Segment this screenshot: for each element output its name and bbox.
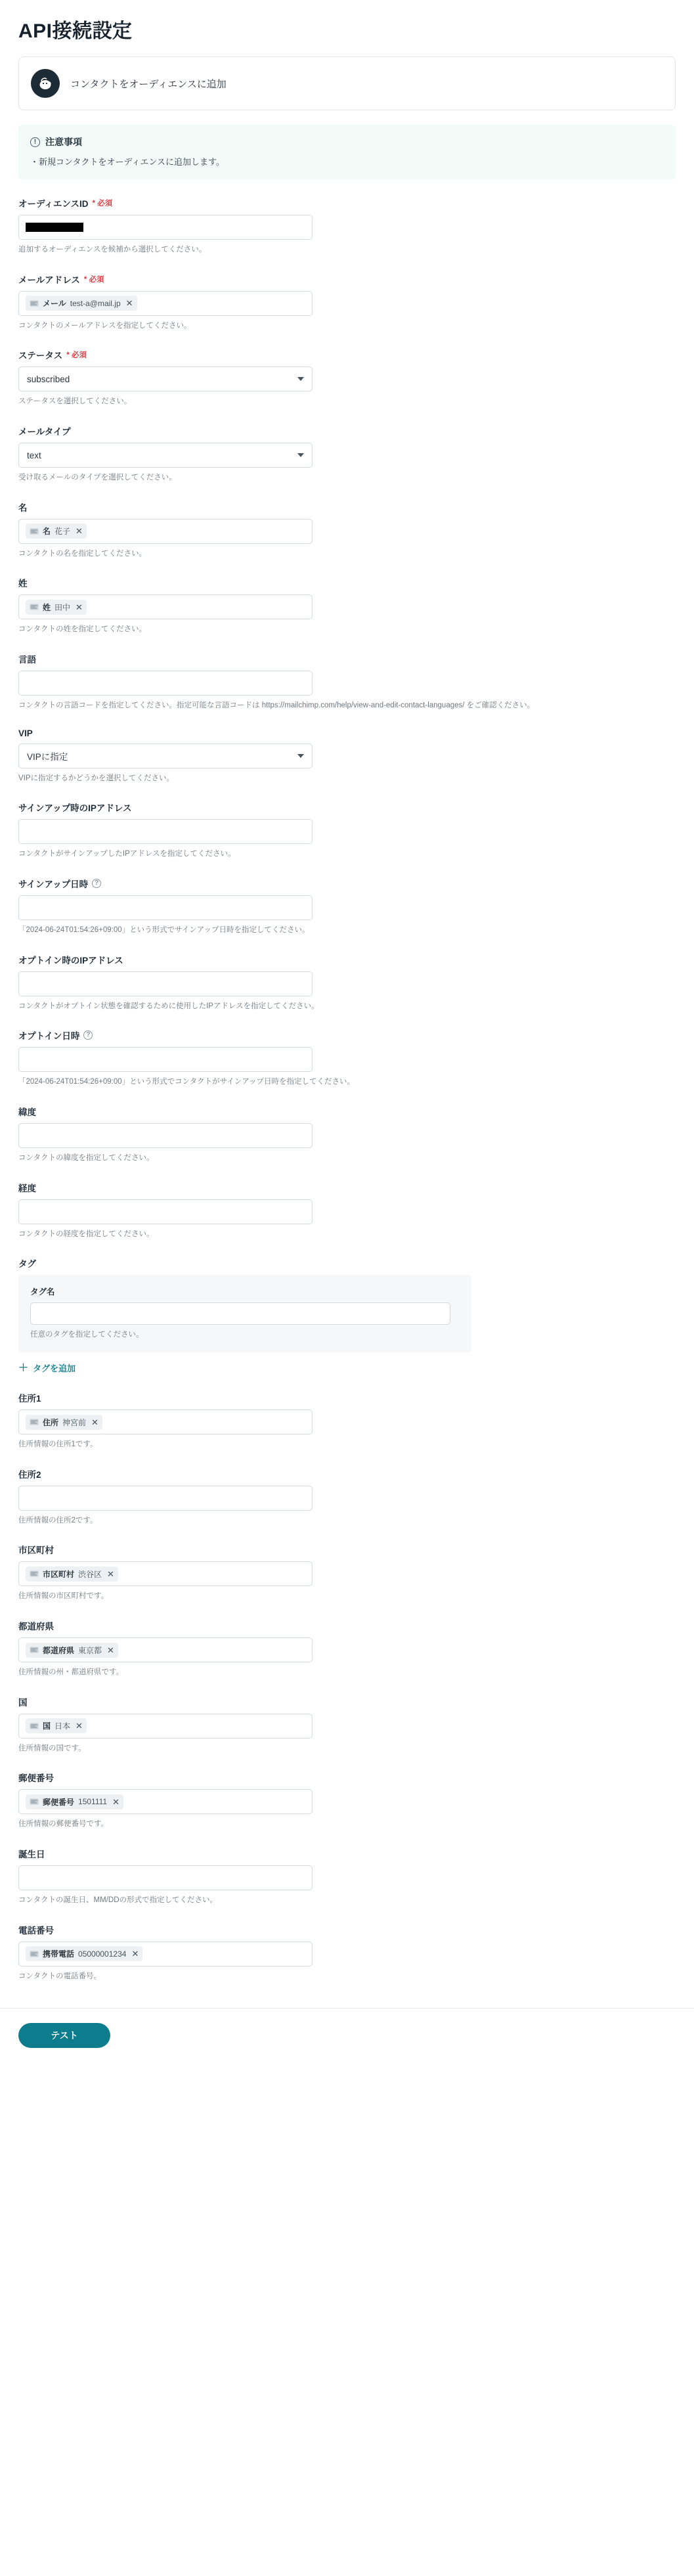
page-title: API接続設定 (18, 20, 133, 42)
desc-longitude: コンタクトの経度を指定してください。 (18, 1230, 154, 1238)
variable-token[interactable]: 名 花子 ✕ (26, 523, 87, 539)
city-input[interactable] (18, 1561, 313, 1586)
desc-language: コンタクトの言語コードを指定してください。指定可能な言語コードは https://mailchimp.com/help/view-and-edit-contact-languages/ をご確認ください。 (18, 701, 535, 710)
required-marker: * 必須 (83, 275, 104, 284)
desc-first-name: コンタクトの名を指定してください。 (18, 549, 147, 558)
field-latitude (18, 1105, 676, 1164)
email-type-select-value: text (27, 450, 41, 460)
variable-token[interactable]: 姓 田中 ✕ (26, 600, 87, 615)
field-vip (18, 728, 676, 784)
language-input[interactable] (18, 671, 313, 696)
label-status: ステータス * 必須 (18, 351, 87, 361)
field-audience-id (18, 196, 676, 255)
field-country (18, 1695, 676, 1754)
test-button[interactable]: テスト (18, 2023, 110, 2048)
field-first-name (18, 500, 676, 560)
desc-address2: 住所情報の住所2です。 (18, 1516, 98, 1524)
label-address2: 住所2 (18, 1469, 41, 1480)
longitude-input[interactable] (18, 1199, 313, 1224)
address2-input[interactable] (18, 1486, 313, 1511)
postal-code-input[interactable] (18, 1789, 313, 1814)
field-address1 (18, 1391, 676, 1450)
add-tag-label: タグを追加 (33, 1364, 76, 1374)
action-card-label: コンタクトをオーディエンスに追加 (70, 78, 227, 90)
latitude-input[interactable] (18, 1123, 313, 1148)
signup-ip-input[interactable] (18, 819, 313, 844)
label-latitude: 緯度 (18, 1107, 36, 1118)
variable-icon (30, 1570, 39, 1577)
field-prefecture (18, 1619, 676, 1678)
plus-icon: ＋ (18, 1362, 29, 1374)
help-icon[interactable]: ? (83, 1031, 93, 1040)
field-longitude (18, 1181, 676, 1240)
chevron-down-icon (297, 754, 304, 758)
phone-number-input[interactable] (18, 1942, 313, 1966)
field-email-address (18, 273, 676, 332)
field-signup-datetime (18, 877, 676, 936)
audience-id-input[interactable] (18, 215, 313, 240)
remove-token-icon[interactable]: ✕ (112, 1796, 119, 1807)
notice-title: 注意事項 (45, 137, 82, 147)
prefecture-input[interactable] (18, 1637, 313, 1662)
variable-token[interactable]: 携帯電話 05000001234 ✕ (26, 1946, 142, 1961)
field-email-type (18, 424, 676, 483)
optin-ip-input[interactable] (18, 971, 313, 996)
label-last-name: 姓 (18, 579, 28, 589)
desc-address1: 住所情報の住所1です。 (18, 1440, 98, 1449)
country-input[interactable] (18, 1714, 313, 1739)
variable-icon (30, 604, 39, 610)
field-phone-number (18, 1923, 676, 1982)
label-language: 言語 (18, 655, 36, 665)
label-birthday: 誕生日 (18, 1850, 45, 1860)
variable-token[interactable]: 住所 神宮前 ✕ (26, 1415, 102, 1430)
info-icon: ! (30, 137, 40, 147)
notice-header (30, 135, 664, 148)
variable-icon (30, 1647, 39, 1653)
label-signup-datetime: サインアップ日時 ? (18, 877, 676, 890)
desc-email-type: 受け取るメールのタイプを選択してください。 (18, 474, 177, 482)
label-tags: タグ (18, 1259, 36, 1270)
action-card[interactable] (18, 56, 676, 110)
remove-token-icon[interactable]: ✕ (91, 1417, 98, 1427)
required-marker: * 必須 (92, 200, 113, 208)
field-signup-ip (18, 801, 676, 860)
status-select-value: subscribed (27, 374, 70, 384)
field-optin-ip (18, 953, 676, 1012)
email-type-select[interactable] (18, 443, 313, 468)
field-optin-datetime (18, 1029, 676, 1088)
variable-token[interactable]: メール test-a@mail.jp ✕ (26, 296, 137, 311)
desc-signup-datetime: 「2024-06-24T01:54:26+09:00」という形式でサインアップ日時を指定してください。 (18, 926, 310, 935)
variable-token[interactable]: 市区町村 渋谷区 ✕ (26, 1566, 118, 1582)
status-select[interactable] (18, 366, 313, 391)
desc-optin-datetime: 「2024-06-24T01:54:26+09:00」という形式でコンタクトがサインアップ日時を指定してください。 (18, 1078, 355, 1086)
field-address2 (18, 1467, 676, 1526)
label-email-address: メールアドレス * 必須 (18, 275, 104, 285)
variable-icon (30, 1419, 39, 1425)
label-tag-name: タグ名 (30, 1287, 55, 1297)
signup-datetime-input[interactable] (18, 895, 313, 920)
field-status (18, 348, 676, 407)
notice-panel (18, 125, 676, 179)
label-address1: 住所1 (18, 1394, 41, 1404)
label-postal-code: 郵便番号 (18, 1773, 54, 1784)
variable-icon (30, 1951, 39, 1957)
desc-email-address: コンタクトのメールアドレスを指定してください。 (18, 321, 192, 330)
field-birthday (18, 1847, 676, 1906)
remove-token-icon[interactable]: ✕ (125, 298, 133, 309)
remove-token-icon[interactable]: ✕ (107, 1568, 114, 1579)
chevron-down-icon (297, 377, 304, 381)
label-city: 市区町村 (18, 1545, 54, 1556)
mailchimp-icon (31, 69, 60, 98)
variable-icon (30, 528, 39, 535)
desc-prefecture: 住所情報の州・都道府県です。 (18, 1668, 124, 1677)
desc-status: ステータスを選択してください。 (18, 397, 132, 406)
label-signup-ip: サインアップ時のIPアドレス (18, 803, 132, 814)
label-optin-datetime: オプトイン日時 ? (18, 1029, 676, 1042)
remove-token-icon[interactable]: ✕ (76, 1721, 83, 1731)
label-vip: VIP (18, 728, 33, 738)
field-tags (18, 1256, 676, 1374)
desc-audience-id: 追加するオーディエンスを候補から選択してください。 (18, 246, 207, 254)
variable-token[interactable]: 都道府県 東京都 ✕ (26, 1643, 118, 1658)
label-optin-ip: オプトイン時のIPアドレス (18, 955, 123, 966)
remove-token-icon[interactable]: ✕ (131, 1949, 139, 1959)
variable-icon (30, 1723, 39, 1729)
address1-input[interactable] (18, 1410, 313, 1434)
required-marker: * 必須 (66, 351, 87, 360)
variable-icon (30, 300, 39, 307)
remove-token-icon[interactable]: ✕ (76, 602, 83, 612)
desc-signup-ip: コンタクトがサインアップしたIPアドレスを指定してください。 (18, 850, 236, 858)
label-prefecture: 都道府県 (18, 1622, 54, 1632)
desc-postal-code: 住所情報の郵便番号です。 (18, 1820, 109, 1829)
chevron-down-icon (297, 453, 304, 457)
last-name-input[interactable] (18, 594, 313, 619)
label-email-type: メールタイプ (18, 427, 71, 437)
desc-birthday: コンタクトの誕生日、MM/DDの形式で指定してください。 (18, 1896, 218, 1905)
desc-tags: 任意のタグを指定してください。 (30, 1331, 144, 1339)
desc-city: 住所情報の市区町村です。 (18, 1592, 109, 1601)
help-icon[interactable]: ? (92, 879, 101, 888)
label-longitude: 経度 (18, 1183, 36, 1193)
optin-datetime-input[interactable] (18, 1047, 313, 1072)
footer-bar (0, 2008, 694, 2068)
email-address-input[interactable] (18, 291, 313, 316)
birthday-input[interactable] (18, 1865, 313, 1890)
remove-token-icon[interactable]: ✕ (107, 1645, 114, 1655)
variable-token[interactable]: 郵便番号 1501111 ✕ (26, 1794, 123, 1810)
desc-optin-ip: コンタクトがオプトイン状態を確認するために使用したIPアドレスを指定してください。 (18, 1002, 319, 1010)
label-country: 国 (18, 1697, 28, 1708)
desc-last-name: コンタクトの姓を指定してください。 (18, 625, 147, 634)
field-last-name (18, 576, 676, 635)
desc-vip: VIPに指定するかどうかを選択してください。 (18, 774, 175, 782)
field-postal-code (18, 1771, 676, 1830)
bottom-spacer (0, 2068, 694, 2083)
vip-select[interactable] (18, 744, 313, 768)
label-phone-number: 電話番号 (18, 1925, 54, 1936)
field-language (18, 652, 676, 711)
label-first-name: 名 (18, 502, 28, 513)
tag-group-box (18, 1275, 471, 1352)
first-name-input[interactable] (18, 519, 313, 544)
desc-latitude: コンタクトの緯度を指定してください。 (18, 1154, 154, 1163)
redacted-value (26, 223, 83, 232)
add-tag-button[interactable] (18, 1362, 76, 1374)
form-content (0, 56, 694, 1982)
remove-token-icon[interactable]: ✕ (76, 526, 83, 537)
tag-name-input[interactable] (30, 1302, 450, 1325)
variable-icon (30, 1798, 39, 1805)
desc-country: 住所情報の国です。 (18, 1744, 86, 1752)
label-audience-id: オーディエンスID * 必須 (18, 199, 113, 209)
desc-phone-number: コンタクトの電話番号。 (18, 1972, 102, 1980)
variable-token[interactable]: 国 日本 ✕ (26, 1718, 87, 1733)
vip-select-value: VIPに指定 (27, 751, 68, 762)
field-city (18, 1543, 676, 1602)
notice-body: ・新規コンタクトをオーディエンスに追加します。 (30, 157, 225, 167)
